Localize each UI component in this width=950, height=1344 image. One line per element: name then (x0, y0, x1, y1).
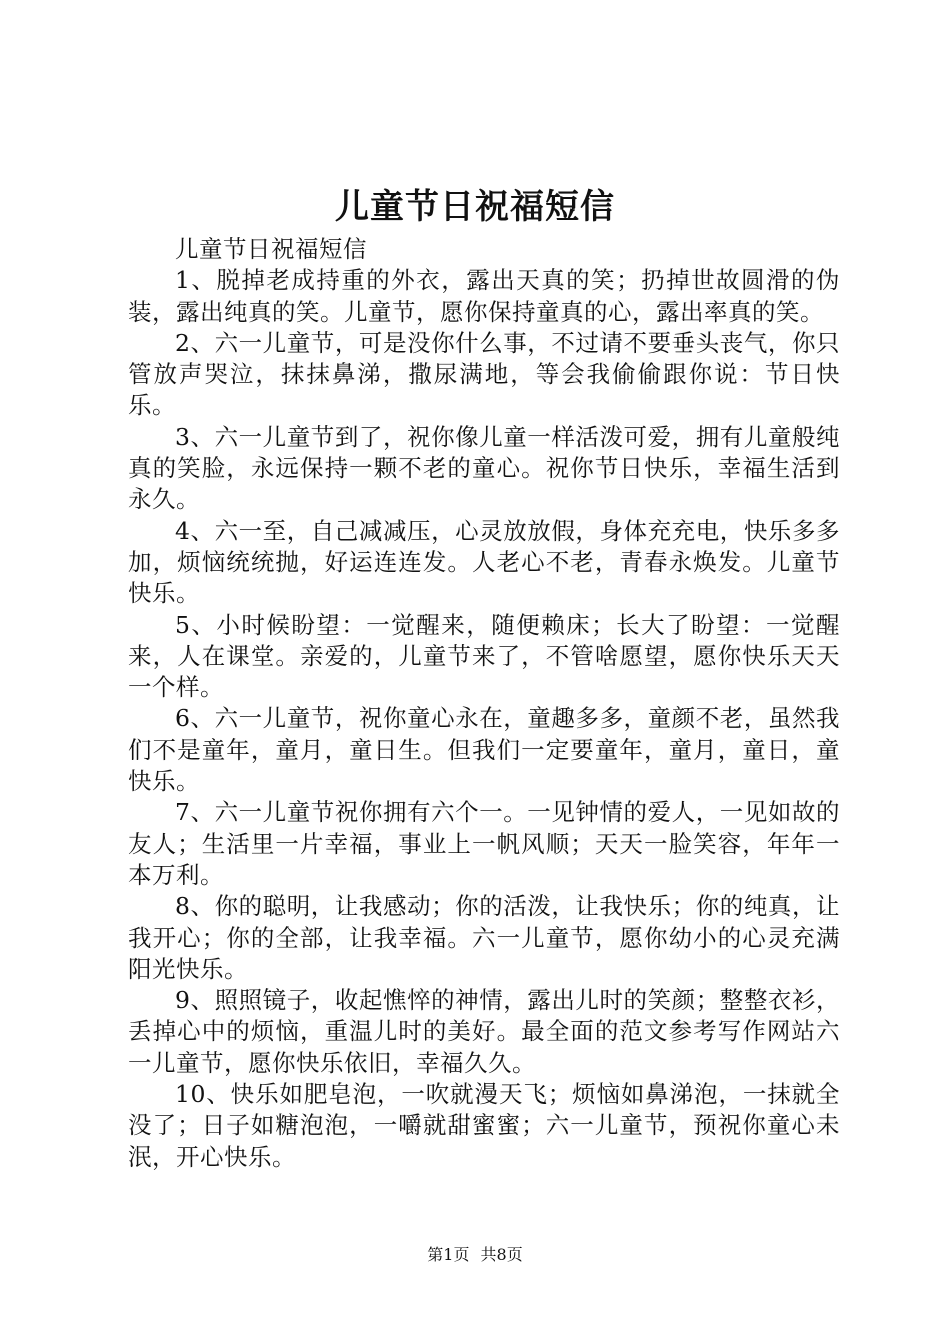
document-body (128, 234, 840, 1173)
paragraph-9: 9、照照镜子，收起憔悴的神情，露出儿时的笑颜；整整衣衫，丢掉心中的烦恼，重温儿时的美好。最全面的范文参考写作网站六一儿童节，愿你快乐依旧，幸福久久。 (128, 986, 840, 1077)
paragraph-5: 5、小时候盼望：一觉醒来，随便赖床；长大了盼望：一觉醒来，人在课堂。亲爱的，儿童节来了，不管啥愿望，愿你快乐天天一个样。 (128, 610, 840, 702)
paragraph-3: 3、六一儿童节到了，祝你像儿童一样活泼可爱，拥有儿童般纯真的笑脸，永远保持一颗不老的童心。祝你节日快乐，幸福生活到永久。 (128, 422, 840, 514)
paragraph-4: 4、六一至，自己减减压，心灵放放假，身体充充电，快乐多多加，烦恼统统抛，好运连连发。人老心不老，青春永焕发。儿童节快乐。 (128, 516, 840, 608)
page-number: 第1页 (427, 1245, 470, 1264)
paragraph-7: 7、六一儿童节祝你拥有六个一。一见钟情的爱人，一见如故的友人；生活里一片幸福，事业上一帆风顺；天天一脸笑容，年年一本万利。 (128, 798, 840, 889)
page-footer (0, 1244, 950, 1266)
paragraph-8: 8、你的聪明，让我感动；你的活泼，让我快乐；你的纯真，让我开心；你的全部，让我幸福。六一儿童节，愿你幼小的心灵充满阳光快乐。 (128, 892, 840, 983)
document-subtitle: 儿童节日祝福短信 (175, 235, 367, 263)
document-title: 儿童节日祝福短信 (335, 187, 615, 227)
paragraph-1: 1、脱掉老成持重的外衣，露出天真的笑；扔掉世故圆滑的伪装，露出纯真的笑。儿童节，愿你保持童真的心，露出率真的笑。 (128, 266, 840, 326)
page-total: 共8页 (480, 1245, 523, 1264)
paragraph-10: 10、快乐如肥皂泡，一吹就漫天飞；烦恼如鼻涕泡，一抹就全没了；日子如糖泡泡，一嚼就甜蜜蜜；六一儿童节，预祝你童心未泯，开心快乐。 (128, 1080, 840, 1171)
paragraph-2: 2、六一儿童节，可是没你什么事，不过请不要垂头丧气，你只管放声哭泣，抹抹鼻涕，撒尿满地，等会我偷偷跟你说：节日快乐。 (128, 328, 840, 420)
paragraph-6: 6、六一儿童节，祝你童心永在，童趣多多，童颜不老，虽然我们不是童年，童月，童日生。但我们一定要童年，童月，童日，童快乐。 (128, 704, 840, 796)
